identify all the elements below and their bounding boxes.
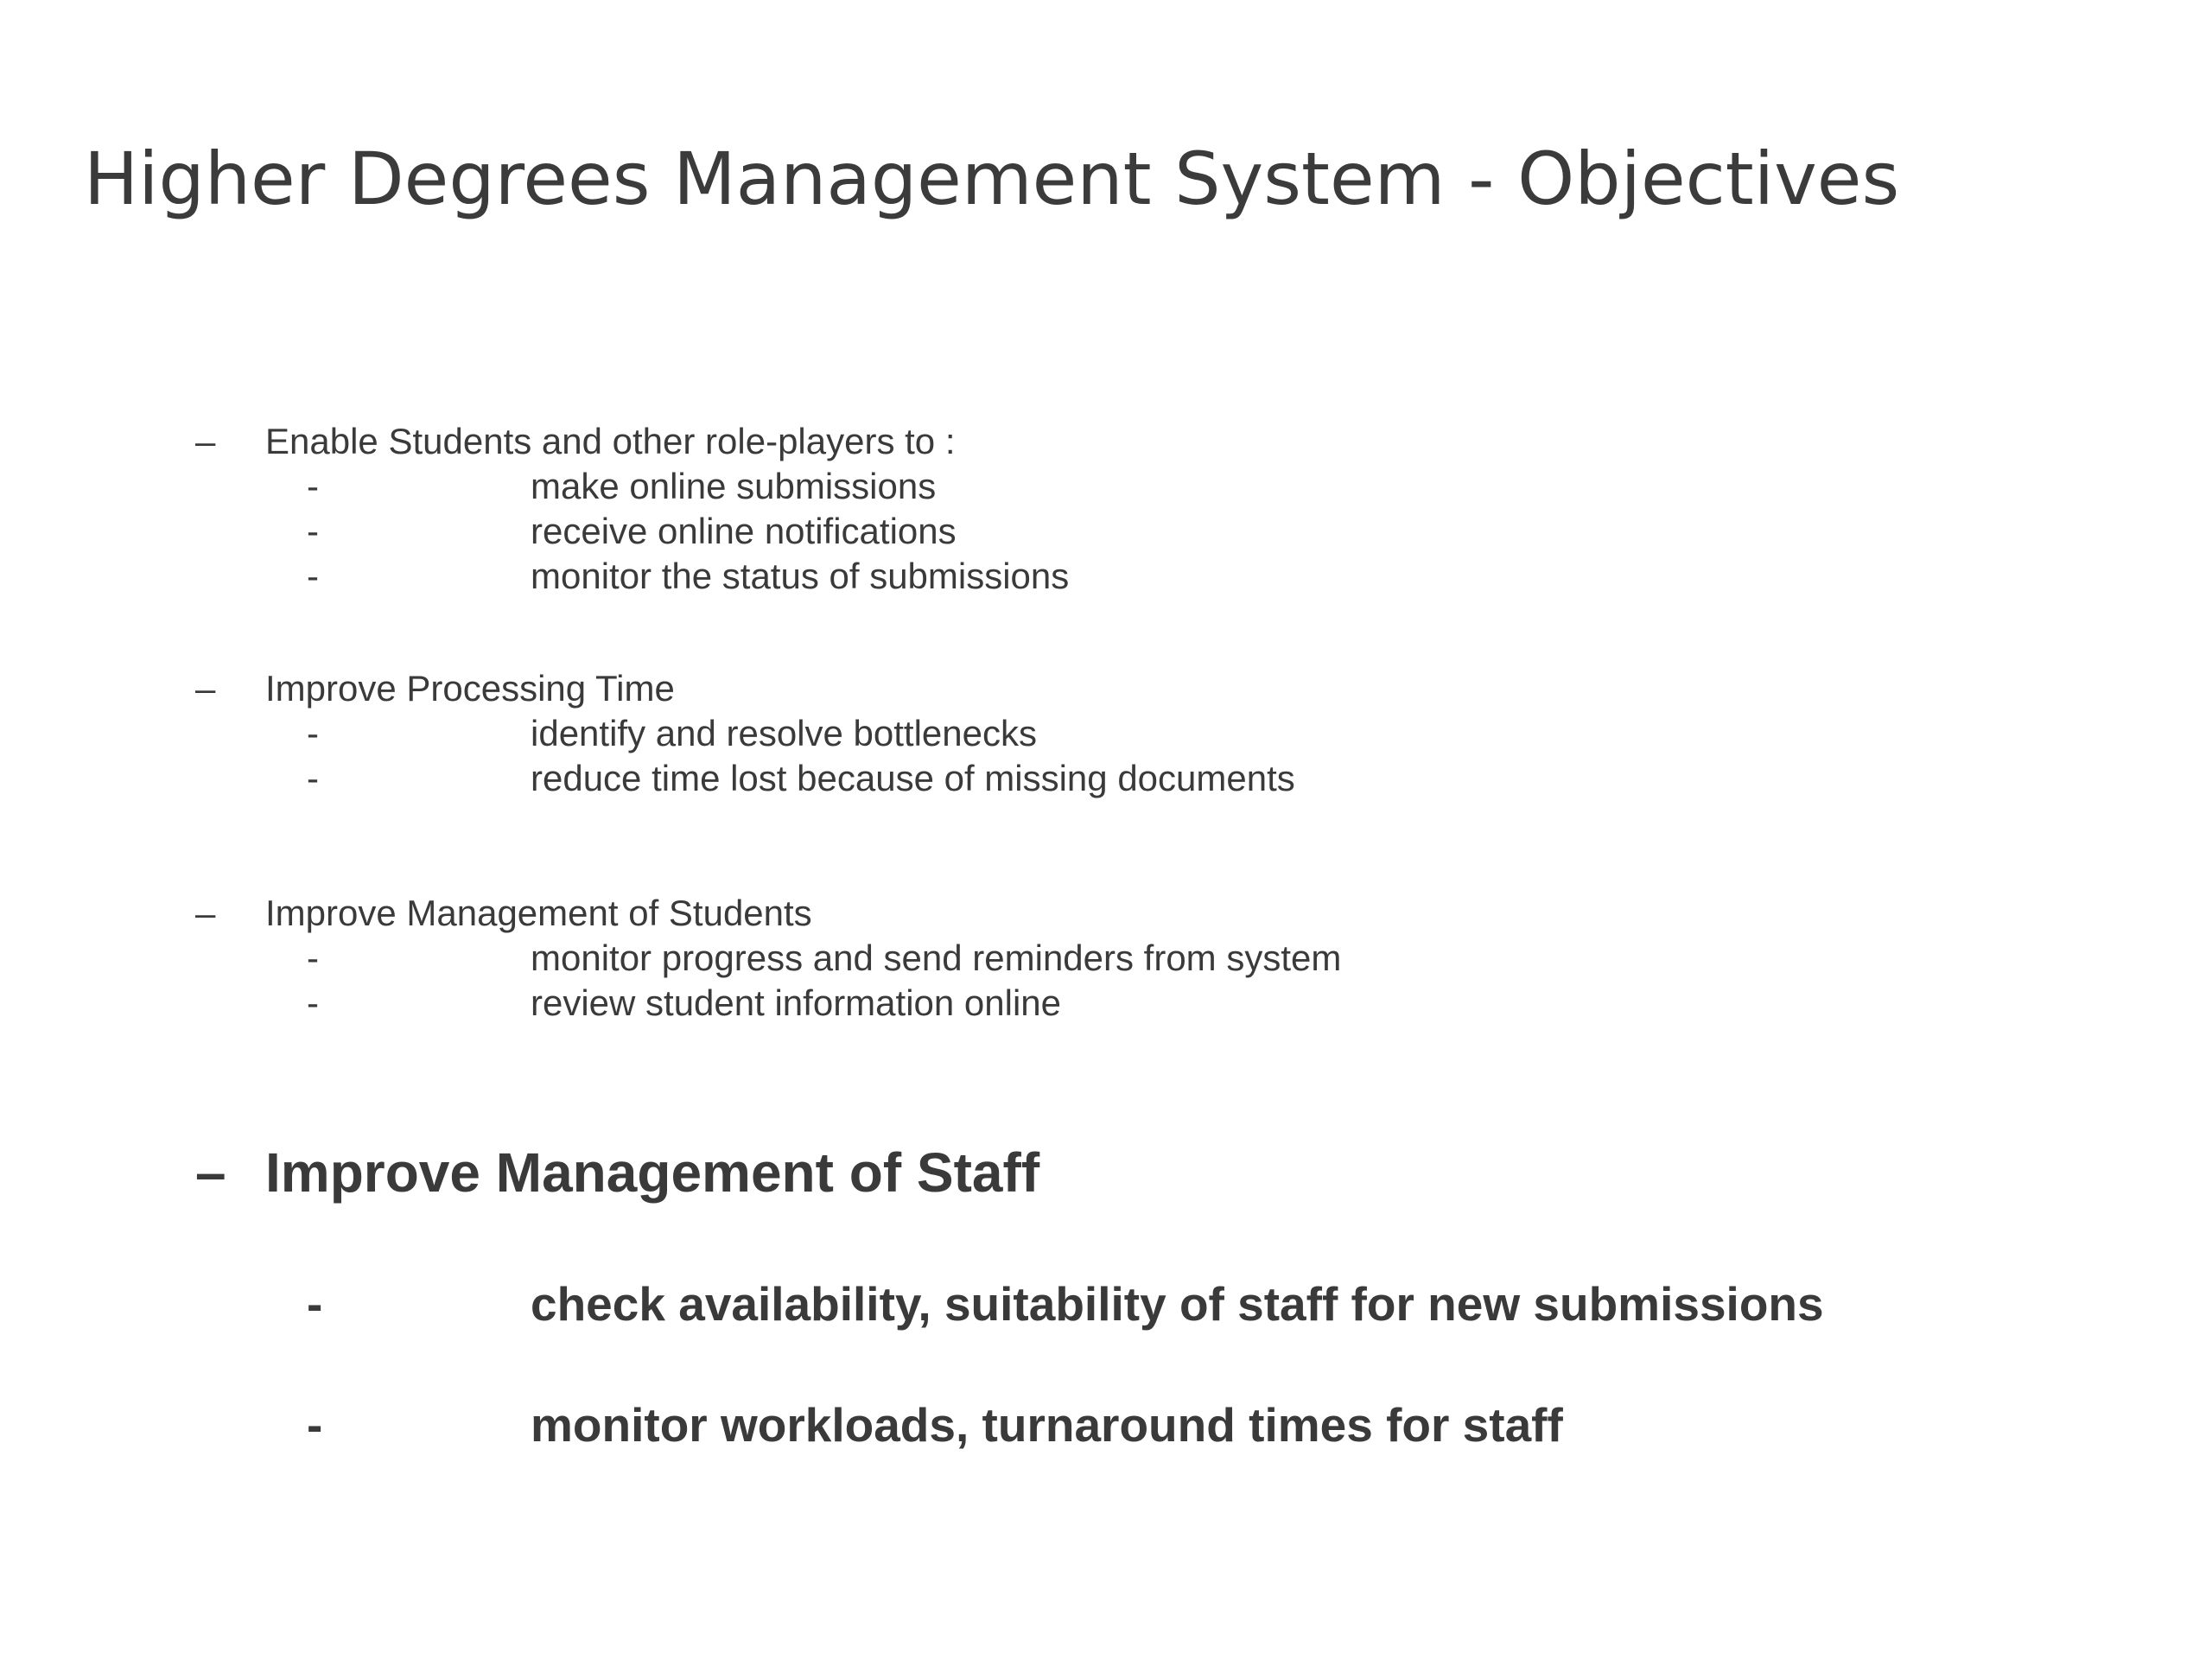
bullet-dash: – bbox=[195, 1141, 226, 1204]
objective-heading-text: Improve Management of Students bbox=[265, 893, 812, 933]
sub-bullet-dash: - bbox=[307, 1398, 323, 1452]
bullet-dash: – bbox=[195, 421, 216, 461]
sub-item-text: monitor workloads, turnaround times for staff bbox=[531, 1398, 1563, 1452]
sub-bullet-dash: - bbox=[307, 982, 319, 1023]
sub-bullet-dash: - bbox=[307, 556, 319, 596]
sub-item-text: reduce time lost because of missing documents bbox=[531, 758, 1295, 798]
sub-item-text: monitor progress and send reminders from system bbox=[531, 938, 1342, 978]
sub-item-text: make online submissions bbox=[531, 466, 937, 506]
sub-bullet-dash: - bbox=[307, 1277, 323, 1331]
slide-title: Higher Degrees Management System - Objectives bbox=[84, 137, 1900, 221]
sub-item-text: identify and resolve bottlenecks bbox=[531, 713, 1038, 753]
sub-bullet-dash: - bbox=[307, 758, 319, 798]
sub-bullet-dash: - bbox=[307, 466, 319, 506]
bullet-dash: – bbox=[195, 893, 216, 933]
sub-bullet-dash: - bbox=[307, 938, 319, 978]
objective-heading-text: Improve Processing Time bbox=[265, 668, 675, 709]
sub-item-text: check availability, suitability of staff for new submissions bbox=[531, 1277, 1824, 1331]
sub-item-text: monitor the status of submissions bbox=[531, 556, 1070, 596]
sub-bullet-dash: - bbox=[307, 511, 319, 551]
bullet-dash: – bbox=[195, 668, 216, 709]
sub-item-text: receive online notifications bbox=[531, 511, 957, 551]
sub-item-text: review student information online bbox=[531, 982, 1062, 1023]
objective-heading-text: Enable Students and other role-players to : bbox=[265, 421, 956, 461]
objective-heading-text: Improve Management of Staff bbox=[265, 1141, 1040, 1204]
sub-bullet-dash: - bbox=[307, 713, 319, 753]
